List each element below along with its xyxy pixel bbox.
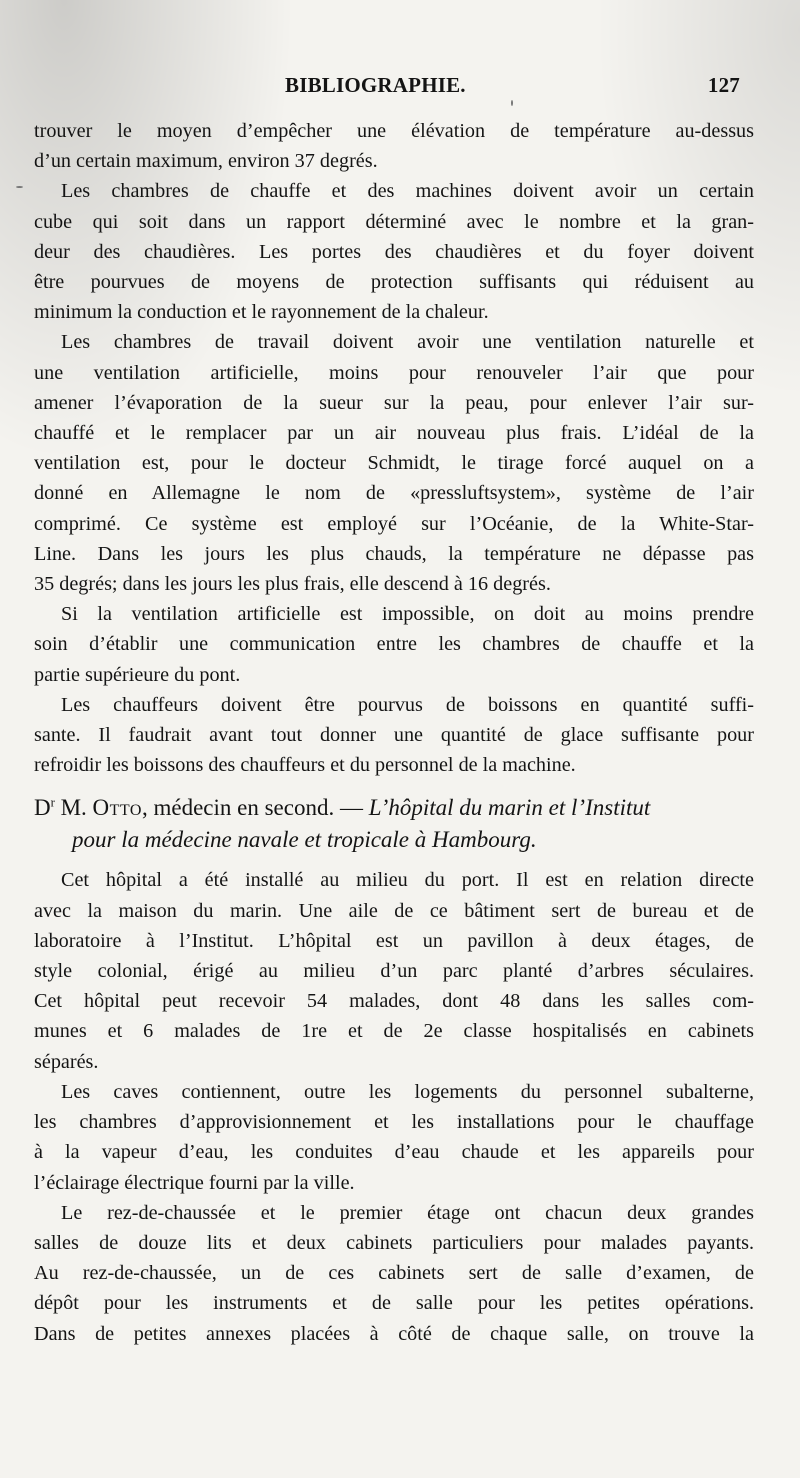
text-line: Au rez-de-chaussée, un de ces cabinets sert de salle d’examen, de (34, 1262, 754, 1285)
text-line: Si la ventilation artificielle est impossible, on doit au moins prendre (61, 603, 754, 626)
text-line: 35 degrés; dans les jours les plus frais, elle descend à 16 degrés. (34, 573, 551, 596)
text-line: l’éclairage électrique fourni par la ville. (34, 1171, 355, 1194)
section-hospital (34, 865, 754, 1348)
text-line: Les caves contiennent, outre les logements du personnel subalterne, (61, 1080, 754, 1103)
author-initial: M. (60, 795, 87, 821)
author-role: , médecin en second. — (141, 795, 363, 821)
section-ventilation (34, 116, 754, 780)
text-line: Le rez-de-chaussée et le premier étage ont chacun deux grandes (61, 1201, 754, 1224)
text-line: Dans de petites annexes placées à côté de chaque salle, on trouve la (34, 1322, 754, 1345)
text-line: deur des chaudières. Les portes des chaudières et du foyer doivent (34, 240, 754, 263)
text-line: donné en Allemagne le nom de «pressluftsystem», système de l’air (34, 482, 754, 505)
text-line: minimum la conduction et le rayonnement de la chaleur. (34, 301, 489, 324)
text-line: une ventilation artificielle, moins pour renouveler l’air que pour (34, 361, 754, 384)
text-line: Cet hôpital peut recevoir 54 malades, dont 48 dans les salles com- (34, 990, 754, 1013)
page-body (34, 116, 754, 1349)
text-line: salles de douze lits et deux cabinets particuliers pour malades payants. (34, 1231, 754, 1254)
text-line: avec la maison du marin. Une aile de ce bâtiment sert de bureau et de (34, 899, 754, 922)
text-line: Les chambres de chauffe et des machines doivent avoir un certain (61, 180, 754, 203)
text-line: munes et 6 malades de 1re et de 2e classe hospitalisés en cabinets (34, 1020, 754, 1043)
page-mark (511, 100, 513, 106)
text-line: séparés. (34, 1050, 99, 1073)
author-name: Otto (92, 795, 142, 821)
text-line: laboratoire à l’Institut. L’hôpital est un pavillon à deux étages, de (34, 929, 754, 952)
text-line: comprimé. Ce système est employé sur l’Océanie, de la White-Star- (34, 512, 754, 535)
text-line: sante. Il faudrait avant tout donner une quantité de glace suffisante pour (34, 724, 754, 747)
text-line: ventilation est, pour le docteur Schmidt, le tirage forcé auquel on a (34, 452, 754, 475)
text-line: à la vapeur d’eau, les conduites d’eau chaude et les appareils pour (34, 1141, 754, 1164)
article-title-part-1: L’hôpital du marin et l’Institut (368, 795, 651, 821)
text-line: style colonial, érigé au milieu d’un parc planté d’arbres séculaires. (34, 960, 754, 983)
text-line: trouver le moyen d’empêcher une élévation de température au-dessus (34, 120, 754, 142)
text-line: les chambres d’approvisionnement et les installations pour le chauffage (34, 1111, 754, 1134)
text-line: Line. Dans les jours les plus chauds, la température ne dépasse pas (34, 542, 754, 565)
running-title: BIBLIOGRAPHIE. (285, 73, 466, 97)
text-line: d’un certain maximum, environ 37 degrés. (34, 150, 378, 173)
author-prefix-sup: r (50, 795, 55, 810)
text-line: Cet hôpital a été installé au milieu du port. Il est en relation directe (61, 869, 754, 892)
text-line: Les chambres de travail doivent avoir une ventilation naturelle et (61, 331, 754, 354)
text-line: être pourvues de moyens de protection suffisants qui réduisent au (34, 271, 754, 294)
article-heading (34, 792, 754, 856)
text-line: refroidir les boissons des chauffeurs et du personnel de la machine. (34, 754, 576, 777)
author-prefix: D (34, 795, 51, 821)
page-mark (16, 186, 23, 188)
text-line: soin d’établir une communication entre les chambres de chauffe et la (34, 633, 754, 656)
article-title-part-2: pour la médecine navale et tropicale à Hambourg. (72, 827, 537, 853)
text-line: cube qui soit dans un rapport déterminé avec le nombre et la gran- (34, 210, 754, 233)
text-line: Les chauffeurs doivent être pourvus de boissons en quantité suffi- (61, 693, 754, 716)
text-line: amener l’évaporation de la sueur sur la peau, pour enlever l’air sur- (34, 391, 754, 414)
article-heading-line-1 (34, 792, 754, 824)
text-line: partie supérieure du pont. (34, 663, 241, 686)
text-line: chauffé et le remplacer par un air nouveau plus frais. L’idéal de la (34, 422, 754, 445)
page-number: 127 (707, 73, 740, 97)
text-line: dépôt pour les instruments et de salle pour les petites opérations. (34, 1292, 754, 1315)
